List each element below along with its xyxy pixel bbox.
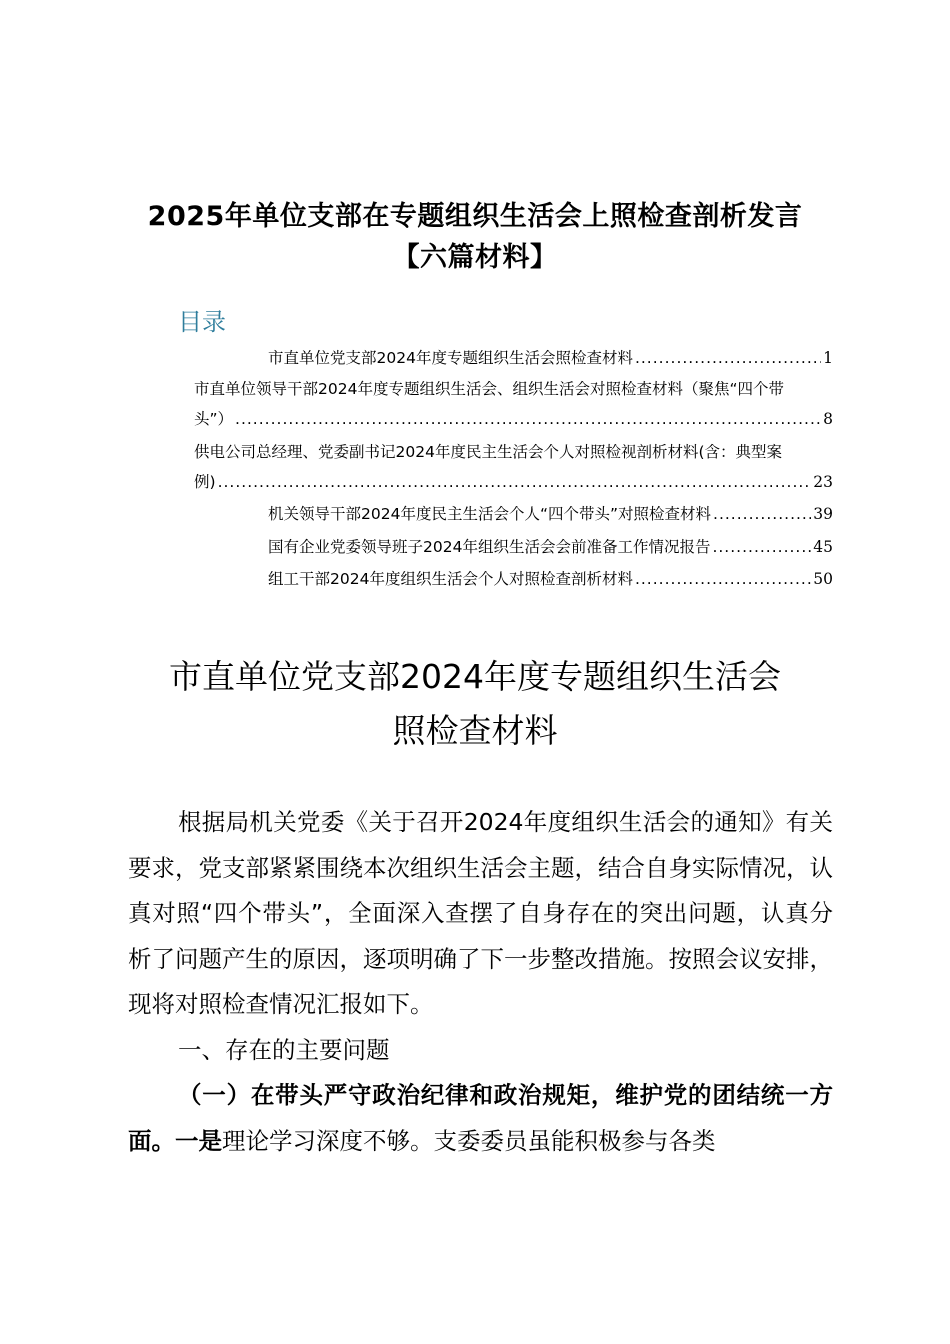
toc-entry-text-cont: 例) bbox=[194, 473, 216, 491]
toc-entry-text: 市直单位领导干部2024年度专题组织生活会、组织生活会对照检查材料（聚焦“四个带 bbox=[194, 380, 784, 398]
section-title-line-2: 照检查材料 bbox=[392, 711, 558, 750]
toc-entry-4[interactable] bbox=[268, 499, 833, 529]
toc-leader-dots bbox=[713, 499, 811, 529]
document-body bbox=[128, 800, 833, 1164]
toc-entry-page: 39 bbox=[813, 505, 833, 523]
toc-entry-text: 组工干部2024年度组织生活会个人对照检查剖析材料 bbox=[268, 570, 633, 588]
toc-entry-1[interactable] bbox=[268, 343, 833, 373]
toc-entry-page: 23 bbox=[813, 473, 833, 491]
body-heading-main-problems: 一、存在的主要问题 bbox=[178, 1035, 390, 1064]
document-title-line-2: 【六篇材料】 bbox=[392, 242, 558, 273]
toc-entry-5[interactable] bbox=[268, 532, 833, 562]
sub-heading: （一）在带头严守政治纪律和政治规矩，维护党的团结统一方面。 bbox=[128, 1081, 833, 1155]
toc-entry-page: 8 bbox=[823, 410, 833, 428]
section-title bbox=[120, 650, 830, 758]
sub-lead: 一是 bbox=[175, 1126, 222, 1155]
body-paragraph-intro: 根据局机关党委《关于召开2024年度组织生活会的通知》有关要求，党支部紧紧围绕本次组织生活会主题，结合自身实际情况，认真对照“四个带头”，全面深入查摆了自身存在的突出问题，认真分析了问题产生的原因，逐项明确了下一步整改措施。按照会议安排，现将对照检查情况汇报如下。 bbox=[128, 808, 833, 1018]
toc-entry-page: 1 bbox=[823, 349, 833, 367]
toc-leader-dots bbox=[235, 404, 821, 434]
toc-entry-text-cont: 头”） bbox=[194, 410, 234, 428]
toc-leader-dots bbox=[712, 532, 811, 562]
toc-entry-2[interactable] bbox=[194, 374, 833, 434]
toc-heading: 目录 bbox=[178, 308, 226, 336]
document-title-line-1: 2025年单位支部在专题组织生活会上照检查剖析发言 bbox=[147, 201, 803, 232]
toc-leader-dots bbox=[635, 343, 821, 373]
toc-entry-text: 机关领导干部2024年度民主生活会个人“四个带头”对照检查材料 bbox=[268, 505, 712, 523]
toc-entry-page: 45 bbox=[813, 538, 833, 556]
toc-leader-dots bbox=[218, 467, 812, 497]
document-title bbox=[120, 196, 830, 278]
section-title-line-1: 市直单位党支部2024年度专题组织生活会 bbox=[169, 657, 781, 696]
toc-entry-3[interactable] bbox=[194, 437, 833, 497]
toc-entry-6[interactable] bbox=[268, 564, 833, 594]
toc-entry-text: 国有企业党委领导班子2024年组织生活会会前准备工作情况报告 bbox=[268, 538, 711, 556]
body-paragraph-sub-1 bbox=[128, 1073, 833, 1164]
toc-entry-text: 市直单位党支部2024年度专题组织生活会照检查材料 bbox=[268, 349, 633, 367]
toc-leader-dots bbox=[635, 564, 811, 594]
sub-text: 理论学习深度不够。支委委员虽能积极参与各类 bbox=[222, 1126, 716, 1155]
toc-entry-text: 供电公司总经理、党委副书记2024年度民主生活会个人对照检视剖析材料(含：典型案 bbox=[194, 443, 782, 461]
toc-entry-page: 50 bbox=[813, 570, 833, 588]
